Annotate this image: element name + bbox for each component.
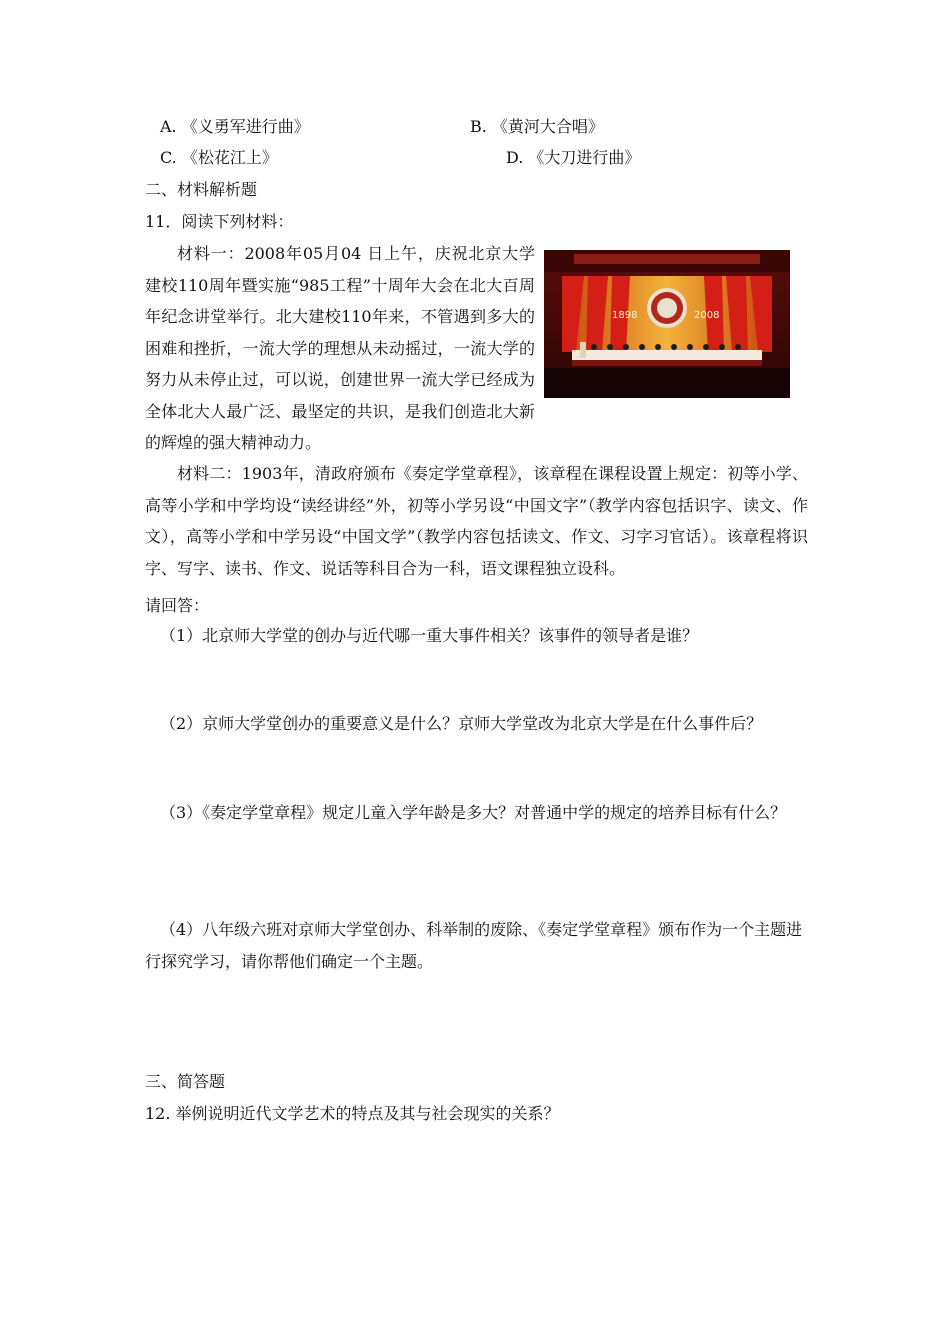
option-c-text: C. 《松花江上》: [160, 148, 278, 167]
question-11: 11．阅读下列材料：: [145, 212, 294, 231]
option-a: A. 《义勇军进行曲》: [160, 117, 310, 136]
sub-question-2: （2）京师大学堂创办的重要意义是什么？京师大学堂改为北京大学是在什么事件后？: [160, 714, 763, 733]
option-b: B. 《黄河大合唱》: [470, 117, 604, 136]
material-2-text: 材料二：1903年，清政府颁布《奏定学堂章程》，该章程在课程设置上规定：初等小学、高等小学和中学均设“读经讲经”外，初等小学另设“中国文字”（教学内容包括识字、读文、作文），高等小学和中学另设“中国文学”（教学内容包括读文、作文、习字习官话）。该章程将识字、写字、读书、作文、说话等科目合为一科，语文课程独立设科。: [145, 464, 808, 578]
option-c: [160, 148, 278, 168]
material-1-narrow: [145, 238, 535, 459]
ceremony-photo-illustration: [544, 250, 790, 398]
ceremony-photo: [544, 250, 790, 398]
material-2: [145, 458, 808, 584]
question-12: 12. 举例说明近代文学艺术的特点及其与社会现实的关系？: [145, 1104, 560, 1123]
please-answer: 请回答：: [145, 596, 210, 615]
photo-year-left: 1898: [612, 310, 638, 321]
sub-question-4: （4）八年级六班对京师大学堂创办、科举制的废除、《奏定学堂章程》颁布作为一个主题进行探究学习，请你帮他们确定一个主题。: [145, 920, 803, 971]
option-d: D. 《大刀进行曲》: [506, 148, 641, 167]
section-2-title: 二、材料解析题: [145, 180, 258, 199]
material-1-text: 材料一：2008年05月04 日上午，庆祝北京大学建校110周年暨实施“985工程”十周年大会在北大百周年纪念讲堂举行。北大建校110年来，不管遇到多大的困难和挫折，一流大学的理想从未动摇过，一流大学的努力从未停止过，可以说，创建世界一流大学已经成为全体北大人最广泛、最坚定的共识，是我们创造北大新的辉煌的强大精神动力。: [145, 244, 535, 452]
sub-question-1: （1）北京师大学堂的创办与近代哪一重大事件相关？该事件的领导者是谁？: [160, 626, 699, 645]
photo-year-right: 2008: [694, 310, 720, 321]
section-3-title: 三、简答题: [145, 1072, 226, 1091]
sub-question-3: （3）《奏定学堂章程》规定儿童入学年龄是多大？对普通中学的规定的培养目标有什么？: [160, 803, 787, 822]
